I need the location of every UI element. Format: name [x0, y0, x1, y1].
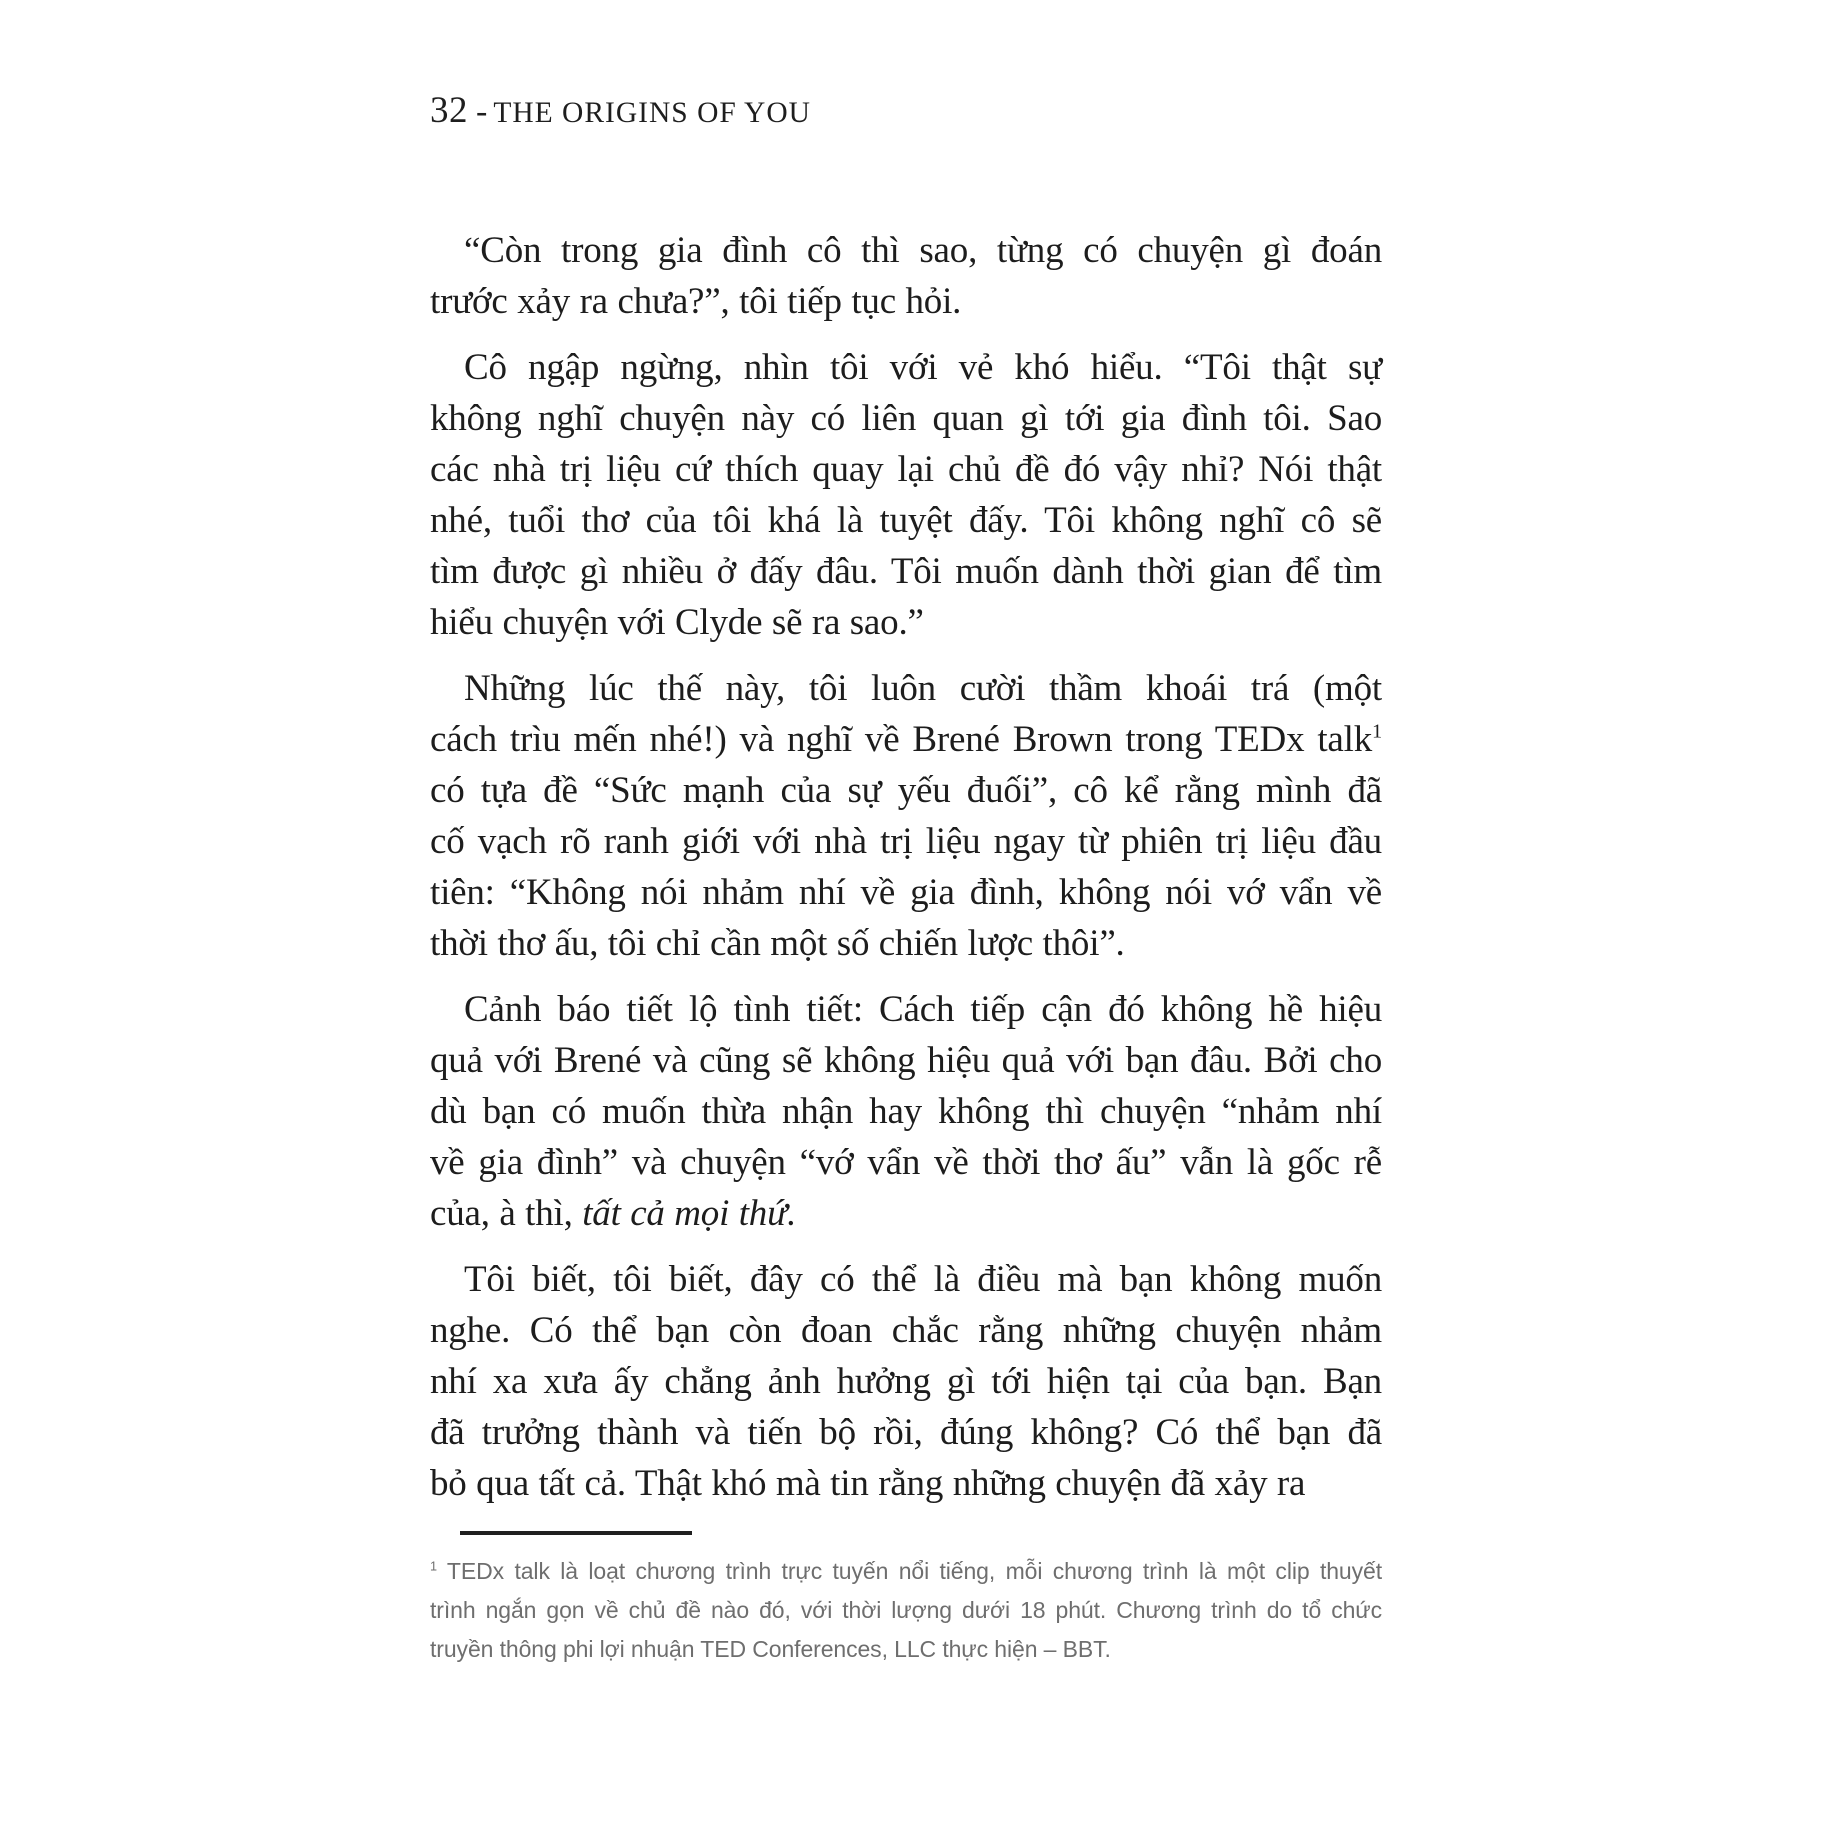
page-number: 32: [430, 90, 468, 131]
footnote-marker: 1: [430, 1559, 437, 1574]
text-segment: có tựa đề “Sức mạnh của sự yếu đuối”, cô kể rằng mình đã: [430, 770, 1382, 811]
body-text: [430, 225, 1382, 1509]
text-line: [430, 1137, 1382, 1188]
text-line: [430, 1188, 1382, 1239]
text-segment: của, à thì,: [430, 1193, 583, 1234]
paragraph: [430, 663, 1382, 969]
text-line: [430, 1407, 1382, 1458]
text-line: [430, 1458, 1382, 1509]
text-segment: quả với Brené và cũng sẽ không hiệu quả với bạn đâu. Bởi cho: [430, 1040, 1382, 1081]
text-segment: Cô ngập ngừng, nhìn tôi với vẻ khó hiểu. “Tôi thật sự: [464, 347, 1382, 388]
book-page: [430, 88, 1382, 1669]
text-segment: thời thơ ấu, tôi chỉ cần một số chiến lược thôi”.: [430, 923, 1125, 964]
text-segment: trước xảy ra chưa?”, tôi tiếp tục hỏi.: [430, 281, 962, 322]
text-segment: nghe. Có thể bạn còn đoan chắc rằng những chuyện nhảm: [430, 1310, 1382, 1351]
text-segment: cách trìu mến nhé!) và nghĩ về Brené Brown trong TEDx talk: [430, 719, 1373, 760]
footnote-marker: 1: [1372, 720, 1382, 743]
header-separator: -: [476, 93, 488, 130]
footnote-divider: [460, 1531, 692, 1535]
text-line: [430, 918, 1382, 969]
text-segment: Những lúc thế này, tôi luôn cười thầm khoái trá (một: [464, 668, 1382, 709]
text-line: [430, 546, 1382, 597]
text-line: [430, 1591, 1382, 1630]
footnote: [430, 1552, 1382, 1669]
text-line: [430, 1254, 1382, 1305]
text-segment: truyền thông phi lợi nhuận TED Conferences, LLC thực hiện – BBT.: [430, 1636, 1111, 1662]
text-line: [430, 765, 1382, 816]
text-segment: nhé, tuổi thơ của tôi khá là tuyệt đấy. Tôi không nghĩ cô sẽ: [430, 500, 1382, 541]
text-segment: hiểu chuyện với Clyde sẽ ra sao.”: [430, 602, 924, 643]
paragraph: [430, 342, 1382, 648]
page-header: [430, 88, 1382, 135]
text-segment: “Còn trong gia đình cô thì sao, từng có chuyện gì đoán: [464, 230, 1382, 271]
text-segment: tiên: “Không nói nhảm nhí về gia đình, không nói vớ vẩn về: [430, 872, 1382, 913]
text-line: [430, 225, 1382, 276]
paragraph: [430, 225, 1382, 327]
text-line: [430, 984, 1382, 1035]
text-line: [430, 663, 1382, 714]
text-segment: tất cả mọi thứ.: [582, 1193, 797, 1234]
text-segment: nhí xa xưa ấy chẳng ảnh hưởng gì tới hiện tại của bạn. Bạn: [430, 1361, 1382, 1402]
text-line: [430, 597, 1382, 648]
text-segment: tìm được gì nhiều ở đấy đâu. Tôi muốn dành thời gian để tìm: [430, 551, 1382, 592]
text-line: [430, 276, 1382, 327]
text-line: [430, 1305, 1382, 1356]
text-line: [430, 393, 1382, 444]
book-title: THE ORIGINS OF YOU: [493, 97, 811, 129]
paragraph: [430, 984, 1382, 1239]
text-segment: cố vạch rõ ranh giới với nhà trị liệu ngay từ phiên trị liệu đầu: [430, 821, 1382, 862]
text-segment: TEDx talk là loạt chương trình trực tuyến nổi tiếng, mỗi chương trình là một clip thuyết: [436, 1558, 1382, 1584]
text-segment: đã trưởng thành và tiến bộ rồi, đúng không? Có thể bạn đã: [430, 1412, 1382, 1453]
text-segment: Tôi biết, tôi biết, đây có thể là điều mà bạn không muốn: [464, 1259, 1382, 1300]
text-segment: về gia đình” và chuyện “vớ vẩn về thời thơ ấu” vẫn là gốc rễ: [430, 1142, 1382, 1183]
text-line: [430, 1552, 1382, 1591]
text-line: [430, 1035, 1382, 1086]
text-segment: các nhà trị liệu cứ thích quay lại chủ đề đó vậy nhỉ? Nói thật: [430, 449, 1382, 490]
text-line: [430, 1630, 1382, 1669]
text-line: [430, 816, 1382, 867]
text-segment: trình ngắn gọn về chủ đề nào đó, với thời lượng dưới 18 phút. Chương trình do tổ chức: [430, 1597, 1382, 1623]
text-line: [430, 495, 1382, 546]
text-line: [430, 444, 1382, 495]
text-line: [430, 867, 1382, 918]
text-segment: bỏ qua tất cả. Thật khó mà tin rằng những chuyện đã xảy ra: [430, 1463, 1306, 1504]
text-line: [430, 1356, 1382, 1407]
text-line: [430, 714, 1382, 765]
text-segment: Cảnh báo tiết lộ tình tiết: Cách tiếp cận đó không hề hiệu: [464, 989, 1382, 1030]
text-segment: không nghĩ chuyện này có liên quan gì tới gia đình tôi. Sao: [430, 398, 1382, 439]
paragraph: [430, 1254, 1382, 1509]
text-segment: dù bạn có muốn thừa nhận hay không thì chuyện “nhảm nhí: [430, 1091, 1382, 1132]
text-line: [430, 1086, 1382, 1137]
text-line: [430, 342, 1382, 393]
